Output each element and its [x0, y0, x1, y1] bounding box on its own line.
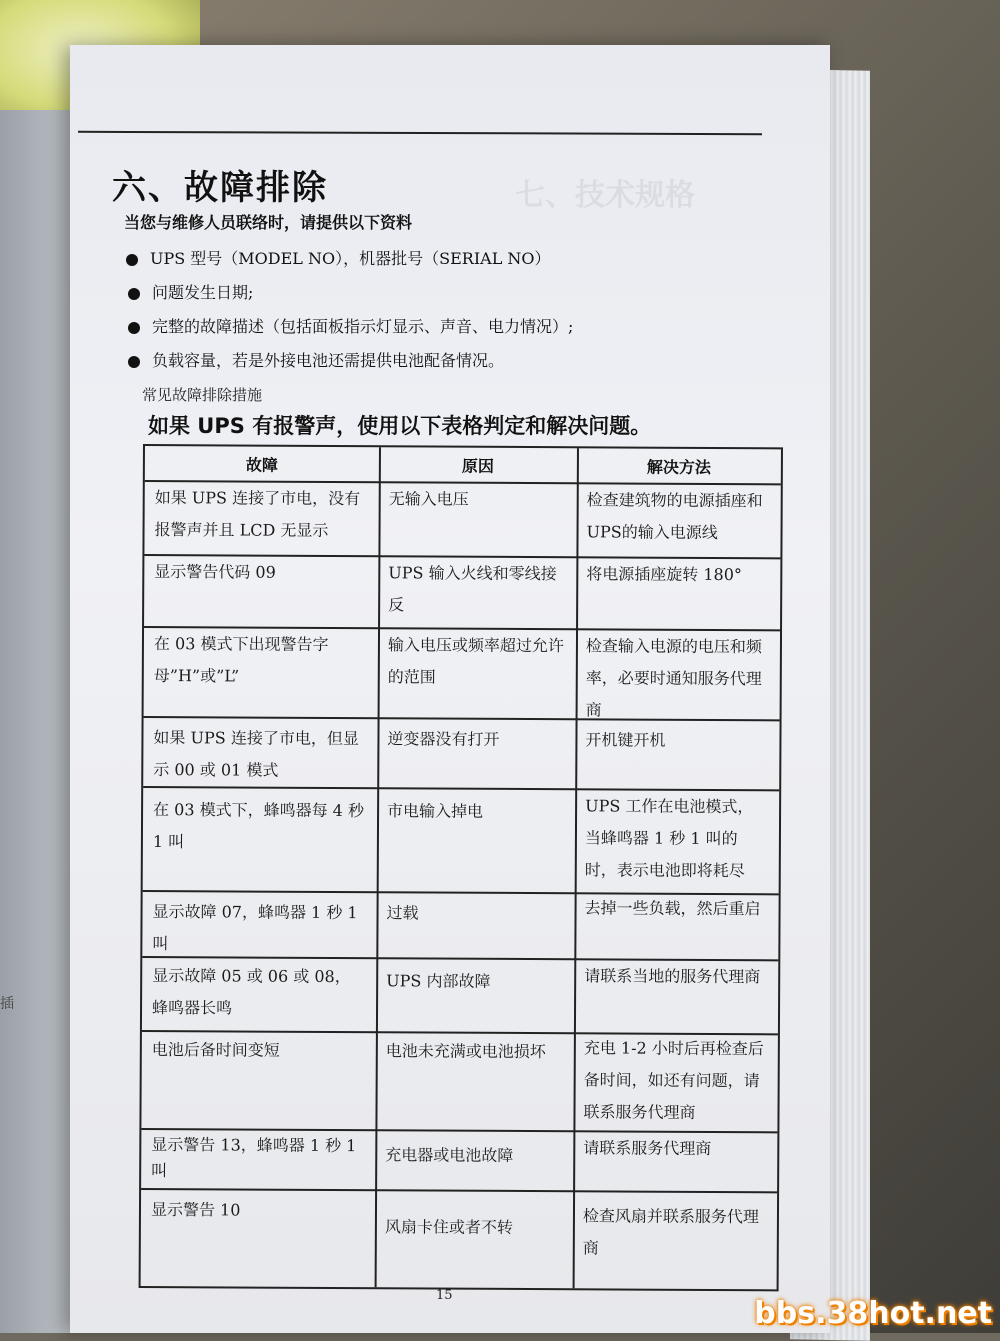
cell-fault: 电池后备时间变短: [151, 1040, 280, 1060]
header-solution: 解决方法: [646, 457, 711, 477]
cell-fault: 显示故障 07，蜂鸣器 1 秒 1 叫: [152, 902, 358, 954]
bullet-item: [128, 280, 253, 303]
header-cause: 原因: [461, 456, 494, 476]
bullet-dot-icon: [128, 356, 140, 368]
cell-cause: 充电器或电池故障: [385, 1145, 514, 1165]
bullet-text: 问题发生日期;: [152, 283, 254, 302]
cell-fault: 如果 UPS 连接了市电，但显示 00 或 01 模式: [153, 728, 359, 780]
cell-fault: 如果 UPS 连接了市电，没有报警声并且 LCD 无显示: [154, 488, 361, 540]
bleed-through-text: 七、技术规格: [515, 178, 695, 213]
bullet-item: [126, 246, 551, 269]
cell-solution: UPS 工作在电池模式，当蜂鸣器 1 秒 1 叫的时，表示电池即将耗尽: [584, 796, 754, 881]
cell-solution: 去掉一些负载，然后重启: [584, 898, 761, 919]
subheading: 常见故障排除措施: [142, 386, 263, 404]
cell-cause: 过载: [386, 903, 419, 923]
bullet-dot-icon: [128, 322, 140, 334]
cell-fault: 显示警告代码 09: [154, 562, 276, 582]
cell-fault: 在 03 模式下，蜂鸣器每 4 秒 1 叫: [152, 800, 365, 852]
header-fault: 故障: [245, 455, 278, 475]
bullet-text: UPS 型号（MODEL NO），机器批号（SERIAL NO）: [150, 249, 551, 268]
cell-fault: 显示故障 05 或 06 或 08，蜂鸣器长鸣: [151, 966, 351, 1018]
cell-fault: 在 03 模式下出现警告字母”H”或”L”: [153, 634, 329, 686]
cell-cause: UPS 输入火线和零线接反: [388, 563, 557, 615]
cell-solution: 充电 1-2 小时后再检查后备时间，如还有问题，请联系服务代理商: [583, 1038, 764, 1122]
table-heading: 如果 UPS 有报警声，使用以下表格判定和解决问题。: [148, 414, 652, 438]
cell-cause: 输入电压或频率超过允许的范围: [387, 635, 565, 687]
cell-solution: 检查建筑物的电源插座和UPS的输入电源线: [586, 490, 763, 543]
cell-cause: 电池未充满或电池损坏: [385, 1041, 546, 1062]
bullet-text: 负载容量，若是外接电池还需提供电池配备情况。: [152, 351, 505, 370]
section-title: 六、故障排除: [112, 168, 328, 208]
bullet-dot-icon: [128, 288, 140, 300]
cell-cause: 无输入电压: [388, 489, 469, 509]
fault-table: [139, 444, 783, 1291]
cell-fault: 显示警告 13，蜂鸣器 1 秒 1 叫: [151, 1135, 357, 1181]
intro-text: 当您与维修人员联络时，请提供以下资料: [124, 213, 413, 232]
page-number: 15: [436, 1288, 453, 1303]
cell-cause: 风扇卡住或者不转: [384, 1217, 513, 1237]
row-divider: [141, 1188, 777, 1193]
cell-cause: 市电输入掉电: [387, 801, 484, 821]
cell-solution: 检查风扇并联系服务代理商: [582, 1206, 760, 1258]
cell-solution: 将电源插座旋转 180°: [586, 564, 743, 585]
bullet-item: [128, 348, 504, 371]
bullet-text: 完整的故障描述（包括面板指示灯显示、声音、电力情况）;: [152, 317, 574, 336]
cell-fault: 显示警告 10: [150, 1200, 241, 1220]
watermark: bbs.38hot.net: [754, 1296, 992, 1331]
cell-solution: 请联系服务代理商: [583, 1138, 712, 1158]
bullet-dot-icon: [126, 254, 138, 266]
cell-solution: 请联系当地的服务代理商: [584, 966, 761, 987]
cell-solution: 检查输入电源的电压和频率，必要时通知服务代理商: [585, 636, 763, 720]
left-page-char: 插: [0, 996, 14, 1012]
cell-cause: 逆变器没有打开: [387, 729, 500, 749]
cell-solution: 开机键开机: [585, 730, 666, 750]
cell-cause: UPS 内部故障: [386, 971, 491, 991]
bullet-item: [128, 314, 573, 337]
